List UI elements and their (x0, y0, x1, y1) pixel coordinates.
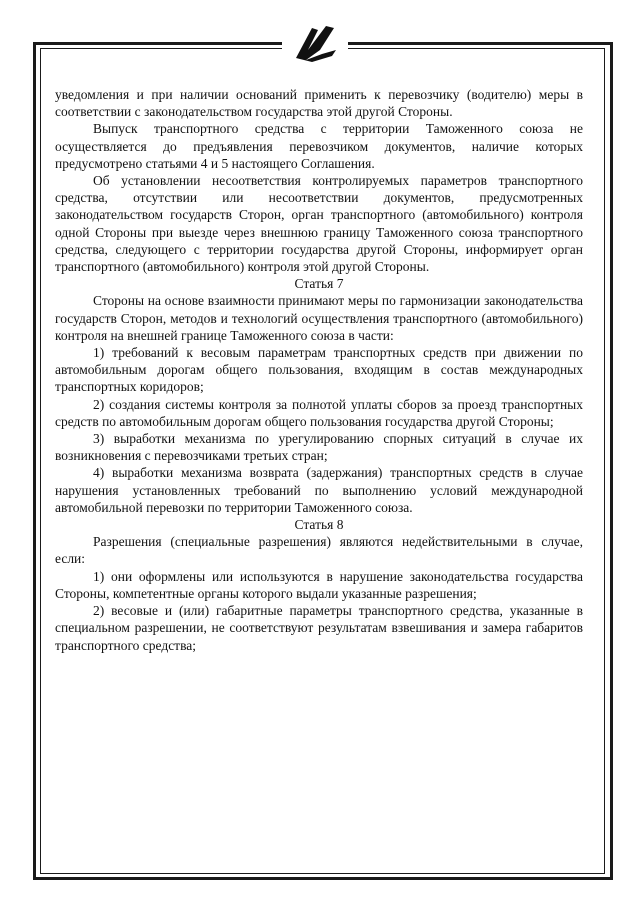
list-item: 2) весовые и (или) габаритные параметры транспортного средства, указанные в специальном разрешении, не соответствуют результатам взвешивания и замера габаритов транспортного средства; (55, 603, 583, 653)
paragraph: Стороны на основе взаимности принимают меры по гармонизации законодательства государств Сторон, методов и технологий осуществления транспортного (автомобильного) контроля на внешней границе Таможенного союза в части: (55, 293, 583, 343)
list-item: 1) они оформлены или используются в нарушение законодательства государства Стороны, компетентные органы которого выдали указанные разрешения; (55, 568, 583, 601)
emblem-icon (282, 20, 348, 66)
list-item: 1) требований к весовым параметрам транспортных средств при движении по автомобильным дорогам общего пользования, входящим в состав международных транспортных коридоров; (55, 345, 583, 395)
paragraph: Выпуск транспортного средства с территории Таможенного союза не осуществляется до предъявления перевозчиком документов, наличие которых предусмотрено статьями 4 и 5 настоящего Соглашения. (55, 121, 583, 171)
list-item: 3) выработки механизма по урегулированию спорных ситуаций в случае их возникновения с перевозчиками третьих стран; (55, 431, 583, 464)
paragraph: Разрешения (специальные разрешения) являются недействительными в случае, если: (55, 534, 583, 567)
document-body (55, 86, 583, 654)
paragraph: уведомления и при наличии оснований применить к перевозчику (водителю) меры в соответствии с законодательством государства этой другой Стороны. (55, 87, 583, 120)
list-item: 4) выработки механизма возврата (задержания) транспортных средств в случае нарушения установленных требований по выполнению условий международной автомобильной перевозки по территории Таможенного союза. (55, 465, 583, 515)
article-7-title: Статья 7 (294, 276, 344, 292)
article-8-title: Статья 8 (294, 517, 344, 533)
list-item: 2) создания системы контроля за полнотой уплаты сборов за проезд транспортных средств по автомобильным дорогам общего пользования государства другой Стороны; (55, 396, 583, 429)
paragraph: Об установлении несоответствия контролируемых параметров транспортного средства, отсутствии или несоответствии документов, предусмотренных законодательством государств Сторон, орган транспортного (автомобильного) контроля одной Стороны при выезде через внешнюю границу Таможенного союза транспортного средства, следующего с территории государства другой Стороны, информирует орган транспортного (автомобильного) контроля этой другой Стороны. (55, 173, 583, 275)
